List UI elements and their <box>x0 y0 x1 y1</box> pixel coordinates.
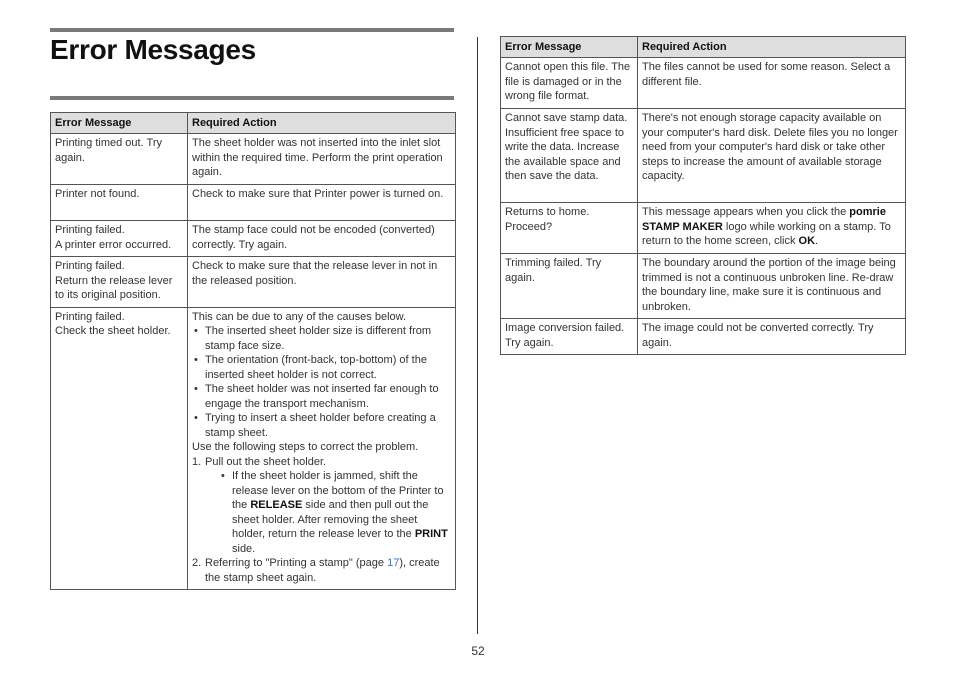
error-message-cell <box>51 257 188 308</box>
list-item: • The sheet holder was not inserted far enough to engage the transport mechanism. <box>194 383 439 410</box>
error-line: Printing failed. <box>55 224 125 236</box>
error-table-right <box>500 36 906 355</box>
list-item: 2. Referring to "Printing a stamp" (page 17), create the stamp sheet again. <box>192 557 440 584</box>
list-item: • If the sheet holder is jammed, shift the release lever on the bottom of the Printer to the RELEASE side and then pull out the sheet holder. After removing the sheet holder, return the release lever to the PRINT side. <box>221 470 448 555</box>
list-item: • The orientation (front-back, top-bottom) of the inserted sheet holder is not correct. <box>194 354 427 381</box>
error-message-cell: Trimming failed. Try again. <box>501 254 638 319</box>
bullet-icon: • <box>221 470 225 482</box>
required-action-cell: Check to make sure that Printer power is turned on. <box>188 185 456 221</box>
required-action-cell: There's not enough storage capacity available on your computer's hard disk. Delete files you no longer need from your computer's hard disk or take other steps to increase the amount of available storage capacity. <box>638 109 906 203</box>
error-line: Printing failed. <box>55 260 125 272</box>
table-row <box>51 257 456 308</box>
required-action-cell: The files cannot be used for some reason. Select a different file. <box>638 58 906 109</box>
steps-intro: Use the following steps to correct the problem. <box>192 441 419 453</box>
list-item: 1. Pull out the sheet holder. • If the sheet holder is jammed, shift the release lever on the bottom of the Printer to the RELEASE side and then pull out the sheet holder. After removing the sheet holder, return the release lever to the PRINT side. <box>192 455 451 557</box>
error-line: Return the release lever to its original position. <box>55 274 173 301</box>
required-action-cell: The sheet holder was not inserted into the inlet slot within the required time. Perform the print operation again. <box>188 134 456 185</box>
error-message-cell: Image conversion failed. Try again. <box>501 319 638 355</box>
error-message-cell <box>51 307 188 590</box>
bullet-icon: • <box>194 412 198 424</box>
causes-list <box>192 324 451 440</box>
table-row <box>501 203 906 254</box>
bullet-icon: • <box>194 325 198 337</box>
error-message-cell: Cannot save stamp data. Insufficient free space to write the data. Increase the available space and then save the data. <box>501 109 638 203</box>
sub-list <box>205 469 451 556</box>
table-row <box>501 58 906 109</box>
error-message-cell: Returns to home. Proceed? <box>501 203 638 254</box>
list-item: • The inserted sheet holder size is different from stamp face size. <box>194 325 432 352</box>
table-row <box>51 307 456 590</box>
table-header-row <box>51 113 456 134</box>
top-rule <box>50 28 454 32</box>
error-line: Check the sheet holder. <box>55 325 171 337</box>
error-table-left <box>50 112 456 590</box>
required-action-cell: The boundary around the portion of the image being trimmed is not a continuous unbroken line. Re-draw the boundary line, make sure it is continuous and unbroken. <box>638 254 906 319</box>
required-action-cell: The stamp face could not be encoded (converted) correctly. Try again. <box>188 221 456 257</box>
error-line: Printing failed. <box>55 310 125 323</box>
bullet-icon: • <box>194 383 198 395</box>
causes-intro: This can be due to any of the causes below. <box>192 310 407 323</box>
error-message-cell <box>51 221 188 257</box>
header-required-action: Required Action <box>638 37 906 58</box>
table-row <box>501 319 906 355</box>
column-divider <box>477 37 478 634</box>
page-title: Error Messages <box>50 34 256 65</box>
table-row <box>501 109 906 203</box>
header-error-message: Error Message <box>501 37 638 58</box>
error-message-cell: Printing timed out. Try again. <box>51 134 188 185</box>
page-number: 52 <box>471 644 485 658</box>
table-row <box>51 221 456 257</box>
title-underline-rule <box>50 96 454 100</box>
table-row <box>51 185 456 221</box>
required-action-cell: This message appears when you click the pomrie STAMP MAKER logo while working on a stamp. To return to the home screen, click OK. <box>638 203 906 254</box>
bullet-icon: • <box>194 354 198 366</box>
required-action-cell <box>188 307 456 590</box>
error-message-cell: Cannot open this file. The file is damaged or in the wrong file format. <box>501 58 638 109</box>
list-item: • Trying to insert a sheet holder before creating a stamp sheet. <box>194 412 436 439</box>
page-link[interactable]: 17 <box>387 557 400 569</box>
error-message-cell: Printer not found. <box>51 185 188 221</box>
required-action-cell: Check to make sure that the release lever in not in the released position. <box>188 257 456 308</box>
table-header-row <box>501 37 906 58</box>
header-required-action: Required Action <box>188 113 456 134</box>
steps-list <box>192 455 451 586</box>
table-row <box>51 134 456 185</box>
error-line: A printer error occurred. <box>55 238 172 251</box>
required-action-cell: The image could not be converted correctly. Try again. <box>638 319 906 355</box>
table-row <box>501 254 906 319</box>
header-error-message: Error Message <box>51 113 188 134</box>
